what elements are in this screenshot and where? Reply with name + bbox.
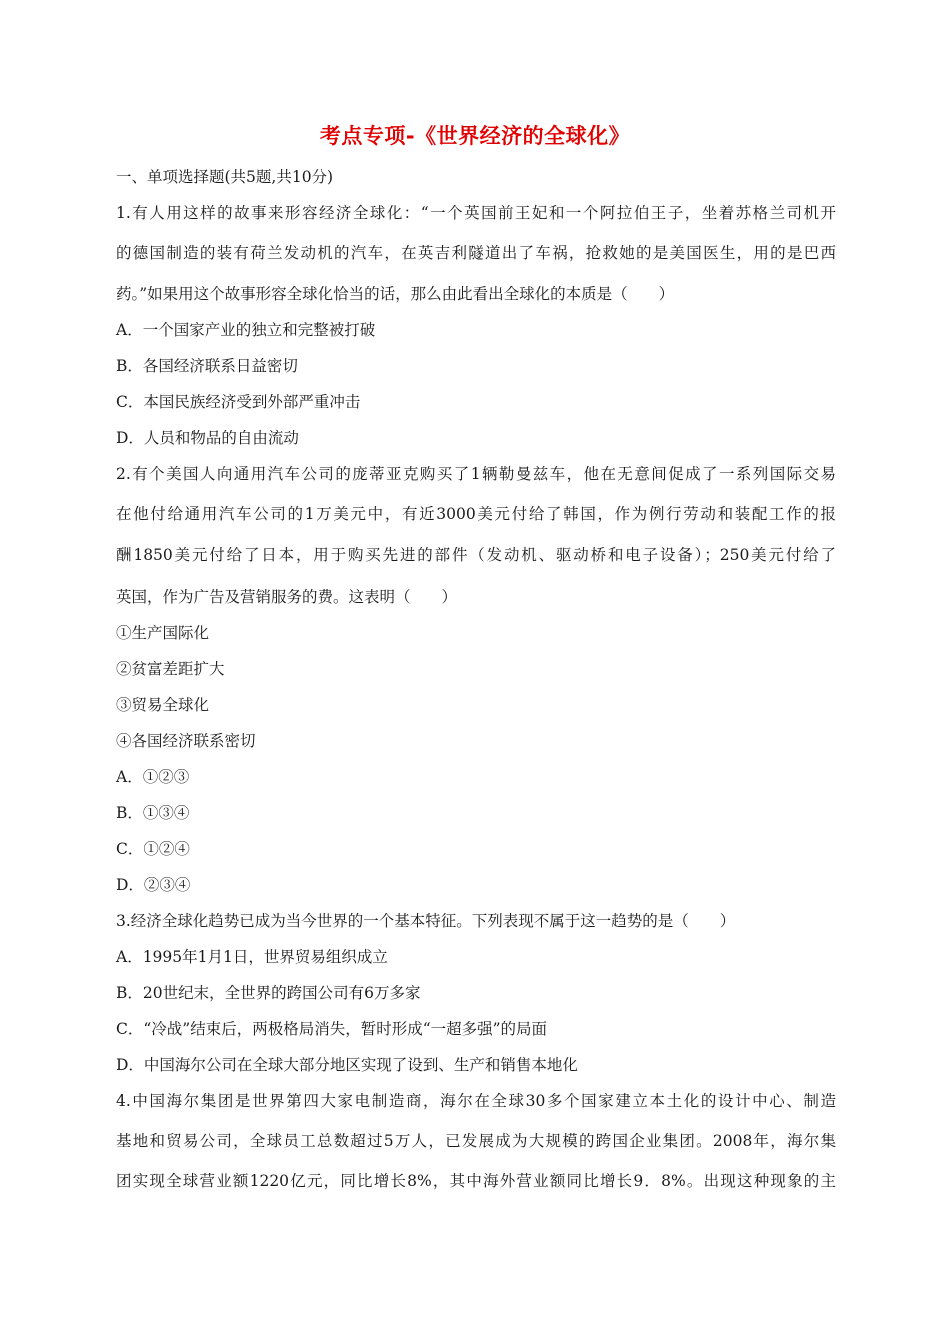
- question-1-option-a: A．一个国家产业的独立和完整被打破: [116, 321, 376, 339]
- question-4-stem-line-2: 基地和贸易公司，全球员工总数超过5万人，已发展成为大规模的跨国企业集团。2008年，海尔集: [116, 1132, 836, 1150]
- question-2-item-4: ④各国经济联系密切: [116, 732, 256, 750]
- question-2-item-1: ①生产国际化: [116, 624, 210, 642]
- question-2-stem-line-1: 2.有个美国人向通用汽车公司的庞蒂亚克购买了1辆勒曼兹车，他在无意间促成了一系列国际交易: [116, 465, 836, 483]
- question-3-option-b: B．20世纪末，全世界的跨国公司有6万多家: [116, 984, 421, 1002]
- section-heading: 一、单项选择题(共5题,共10分): [116, 168, 334, 186]
- question-1-stem-line-2: 的德国制造的装有荷兰发动机的汽车，在英吉利隧道出了车祸，抢救她的是美国医生，用的是巴西: [116, 244, 836, 262]
- question-2-stem-line-2: 在他付给通用汽车公司的1万美元中，有近3000美元付给了韩国，作为例行劳动和装配工作的报: [116, 505, 836, 523]
- question-4-stem-line-3: 团实现全球营业额1220亿元，同比增长8%，其中海外营业额同比增长9．8%。出现这种现象的主: [116, 1172, 836, 1190]
- question-3-option-a: A．1995年1月1日，世界贸易组织成立: [116, 948, 388, 966]
- question-2-stem-line-3: 酬1850美元付给了日本，用于购买先进的部件（发动机、驱动桥和电子设备）；250美元付给了: [116, 546, 836, 564]
- question-1-stem-line-1: 1.有人用这样的故事来形容经济全球化：“一个英国前王妃和一个阿拉伯王子，坐着苏格兰司机开: [116, 204, 836, 222]
- question-1-option-b: B．各国经济联系日益密切: [116, 357, 298, 375]
- question-1-option-d: D．人员和物品的自由流动: [116, 429, 299, 447]
- question-2-item-3: ③贸易全球化: [116, 696, 210, 714]
- question-3-option-d: D．中国海尔公司在全球大部分地区实现了设到、生产和销售本地化: [116, 1056, 578, 1074]
- question-2-item-2: ②贫富差距扩大: [116, 660, 225, 678]
- question-2-option-b: B．①③④: [116, 804, 190, 822]
- question-2-option-c: C．①②④: [116, 840, 190, 858]
- question-4-stem-line-1: 4.中国海尔集团是世界第四大家电制造商，海尔在全球30多个国家建立本土化的设计中心、制造: [116, 1092, 836, 1110]
- question-2-option-a: A．①②③: [116, 768, 190, 786]
- question-1-stem-line-3: 药。”如果用这个故事形容全球化恰当的话，那么由此看出全球化的本质是（ ）: [116, 285, 675, 303]
- document-title: 考点专项-《世界经济的全球化》: [319, 124, 631, 148]
- question-2-stem-line-4: 英国，作为广告及营销服务的费。这表明（ ）: [116, 588, 458, 606]
- question-3-option-c: C．“冷战”结束后，两极格局消失，暂时形成“一超多强”的局面: [116, 1020, 548, 1038]
- question-1-option-c: C．本国民族经济受到外部严重冲击: [116, 393, 361, 411]
- question-2-option-d: D．②③④: [116, 876, 191, 894]
- question-3-stem-line-1: 3.经济全球化趋势已成为当今世界的一个基本特征。下列表现不属于这一趋势的是（ ）: [116, 912, 736, 930]
